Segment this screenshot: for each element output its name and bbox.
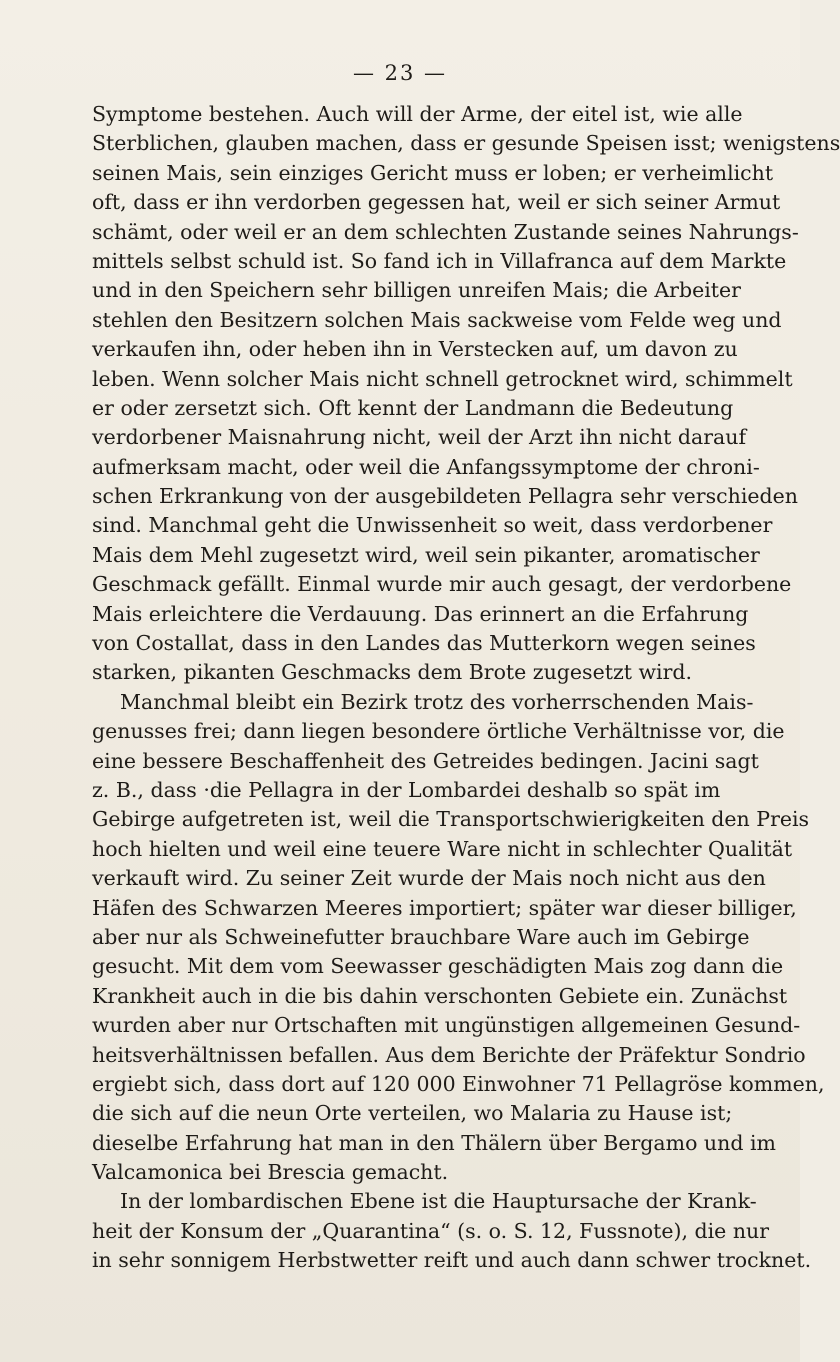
text-line: verkauft wird. Zu seiner Zeit wurde der Mais noch nicht aus den	[92, 866, 766, 891]
text-line: oft, dass er ihn verdorben gegessen hat, weil er sich seiner Armut	[92, 190, 781, 215]
text-line: heit der Konsum der „Quarantina“ (s. o. S. 12, Fussnote), die nur	[92, 1218, 770, 1243]
text-line: aufmerksam macht, oder weil die Anfangssymptome der chroni-	[92, 454, 760, 479]
text-line: Geschmack gefällt. Einmal wurde mir auch gesagt, der verdorbene	[92, 572, 792, 597]
text-line: mittels selbst schuld ist. So fand ich in Villafranca auf dem Markte	[92, 248, 787, 273]
text-line: und in den Speichern sehr billigen unreifen Mais; die Arbeiter	[92, 278, 741, 303]
text-line: gesucht. Mit dem vom Seewasser geschädigten Mais zog dann die	[92, 954, 784, 979]
text-line: dieselbe Erfahrung hat man in den Thälern über Bergamo und im	[92, 1130, 776, 1155]
text-line: hoch hielten und weil eine teuere Ware nicht in schlechter Qualität	[92, 836, 793, 861]
text-line: Mais dem Mehl zugesetzt wird, weil sein pikanter, aromatischer	[92, 542, 760, 567]
text-line: verkaufen ihn, oder heben ihn in Verstecken auf, um davon zu	[92, 337, 738, 362]
text-line: Valcamonica bei Brescia gemacht.	[92, 1160, 449, 1185]
text-line: wurden aber nur Ortschaften mit ungünstigen allgemeinen Gesund-	[92, 1013, 801, 1038]
body-text	[92, 100, 840, 1276]
text-line: Symptome bestehen. Auch will der Arme, der eitel ist, wie alle	[92, 102, 743, 126]
text-line: Häfen des Schwarzen Meeres importiert; später war dieser billiger,	[92, 895, 797, 920]
text-line: sind. Manchmal geht die Unwissenheit so weit, dass verdorbener	[92, 513, 773, 538]
text-line: stehlen den Besitzern solchen Mais sackweise vom Felde weg und	[92, 307, 782, 332]
text-line: Krankheit auch in die bis dahin verschonten Gebiete ein. Zunächst	[92, 983, 788, 1008]
text-line: Mais erleichtere die Verdauung. Das erinnert an die Erfahrung	[92, 601, 749, 626]
text-line: aber nur als Schweinefutter brauchbare Ware auch im Gebirge	[92, 924, 750, 949]
text-line: Manchmal bleibt ein Bezirk trotz des vorherrschenden Mais-	[120, 689, 754, 714]
text-line: schämt, oder weil er an dem schlechten Zustande seines Nahrungs-	[92, 219, 799, 244]
text-line: z. B., dass ·die Pellagra in der Lombardei deshalb so spät im	[92, 777, 721, 802]
text-line: starken, pikanten Geschmacks dem Brote zugesetzt wird.	[92, 660, 693, 685]
text-line: seinen Mais, sein einziges Gericht muss er loben; er verheimlicht	[92, 160, 774, 185]
text-line: leben. Wenn solcher Mais nicht schnell getrocknet wird, schimmelt	[92, 366, 793, 391]
text-line: Gebirge aufgetreten ist, weil die Transportschwierigkeiten den Preis	[92, 807, 810, 832]
text-line: eine bessere Beschaffenheit des Getreides bedingen. Jacini sagt	[92, 748, 759, 773]
text-line: Sterblichen, glauben machen, dass er gesunde Speisen isst; wenigstens	[92, 131, 840, 156]
text-line: er oder zersetzt sich. Oft kennt der Landmann die Bedeutung	[92, 395, 734, 420]
text-line: heitsverhältnissen befallen. Aus dem Berichte der Präfektur Sondrio	[92, 1042, 806, 1067]
text-line: verdorbener Maisnahrung nicht, weil der Arzt ihn nicht darauf	[92, 425, 747, 450]
text-line: die sich auf die neun Orte verteilen, wo Malaria zu Hause ist;	[92, 1101, 733, 1126]
text-line: schen Erkrankung von der ausgebildeten Pellagra sehr verschieden	[92, 484, 798, 509]
page-number: — 23 —	[352, 61, 448, 85]
text-line: genusses frei; dann liegen besondere örtliche Verhältnisse vor, die	[92, 719, 785, 744]
text-line: in sehr sonnigem Herbstwetter reift und auch dann schwer trocknet.	[92, 1248, 812, 1273]
text-line: In der lombardischen Ebene ist die Hauptursache der Krank-	[120, 1189, 757, 1214]
text-line: von Costallat, dass in den Landes das Mutterkorn wegen seines	[92, 631, 756, 656]
text-line: ergiebt sich, dass dort auf 120 000 Einwohner 71 Pellagröse kommen,	[92, 1071, 825, 1096]
